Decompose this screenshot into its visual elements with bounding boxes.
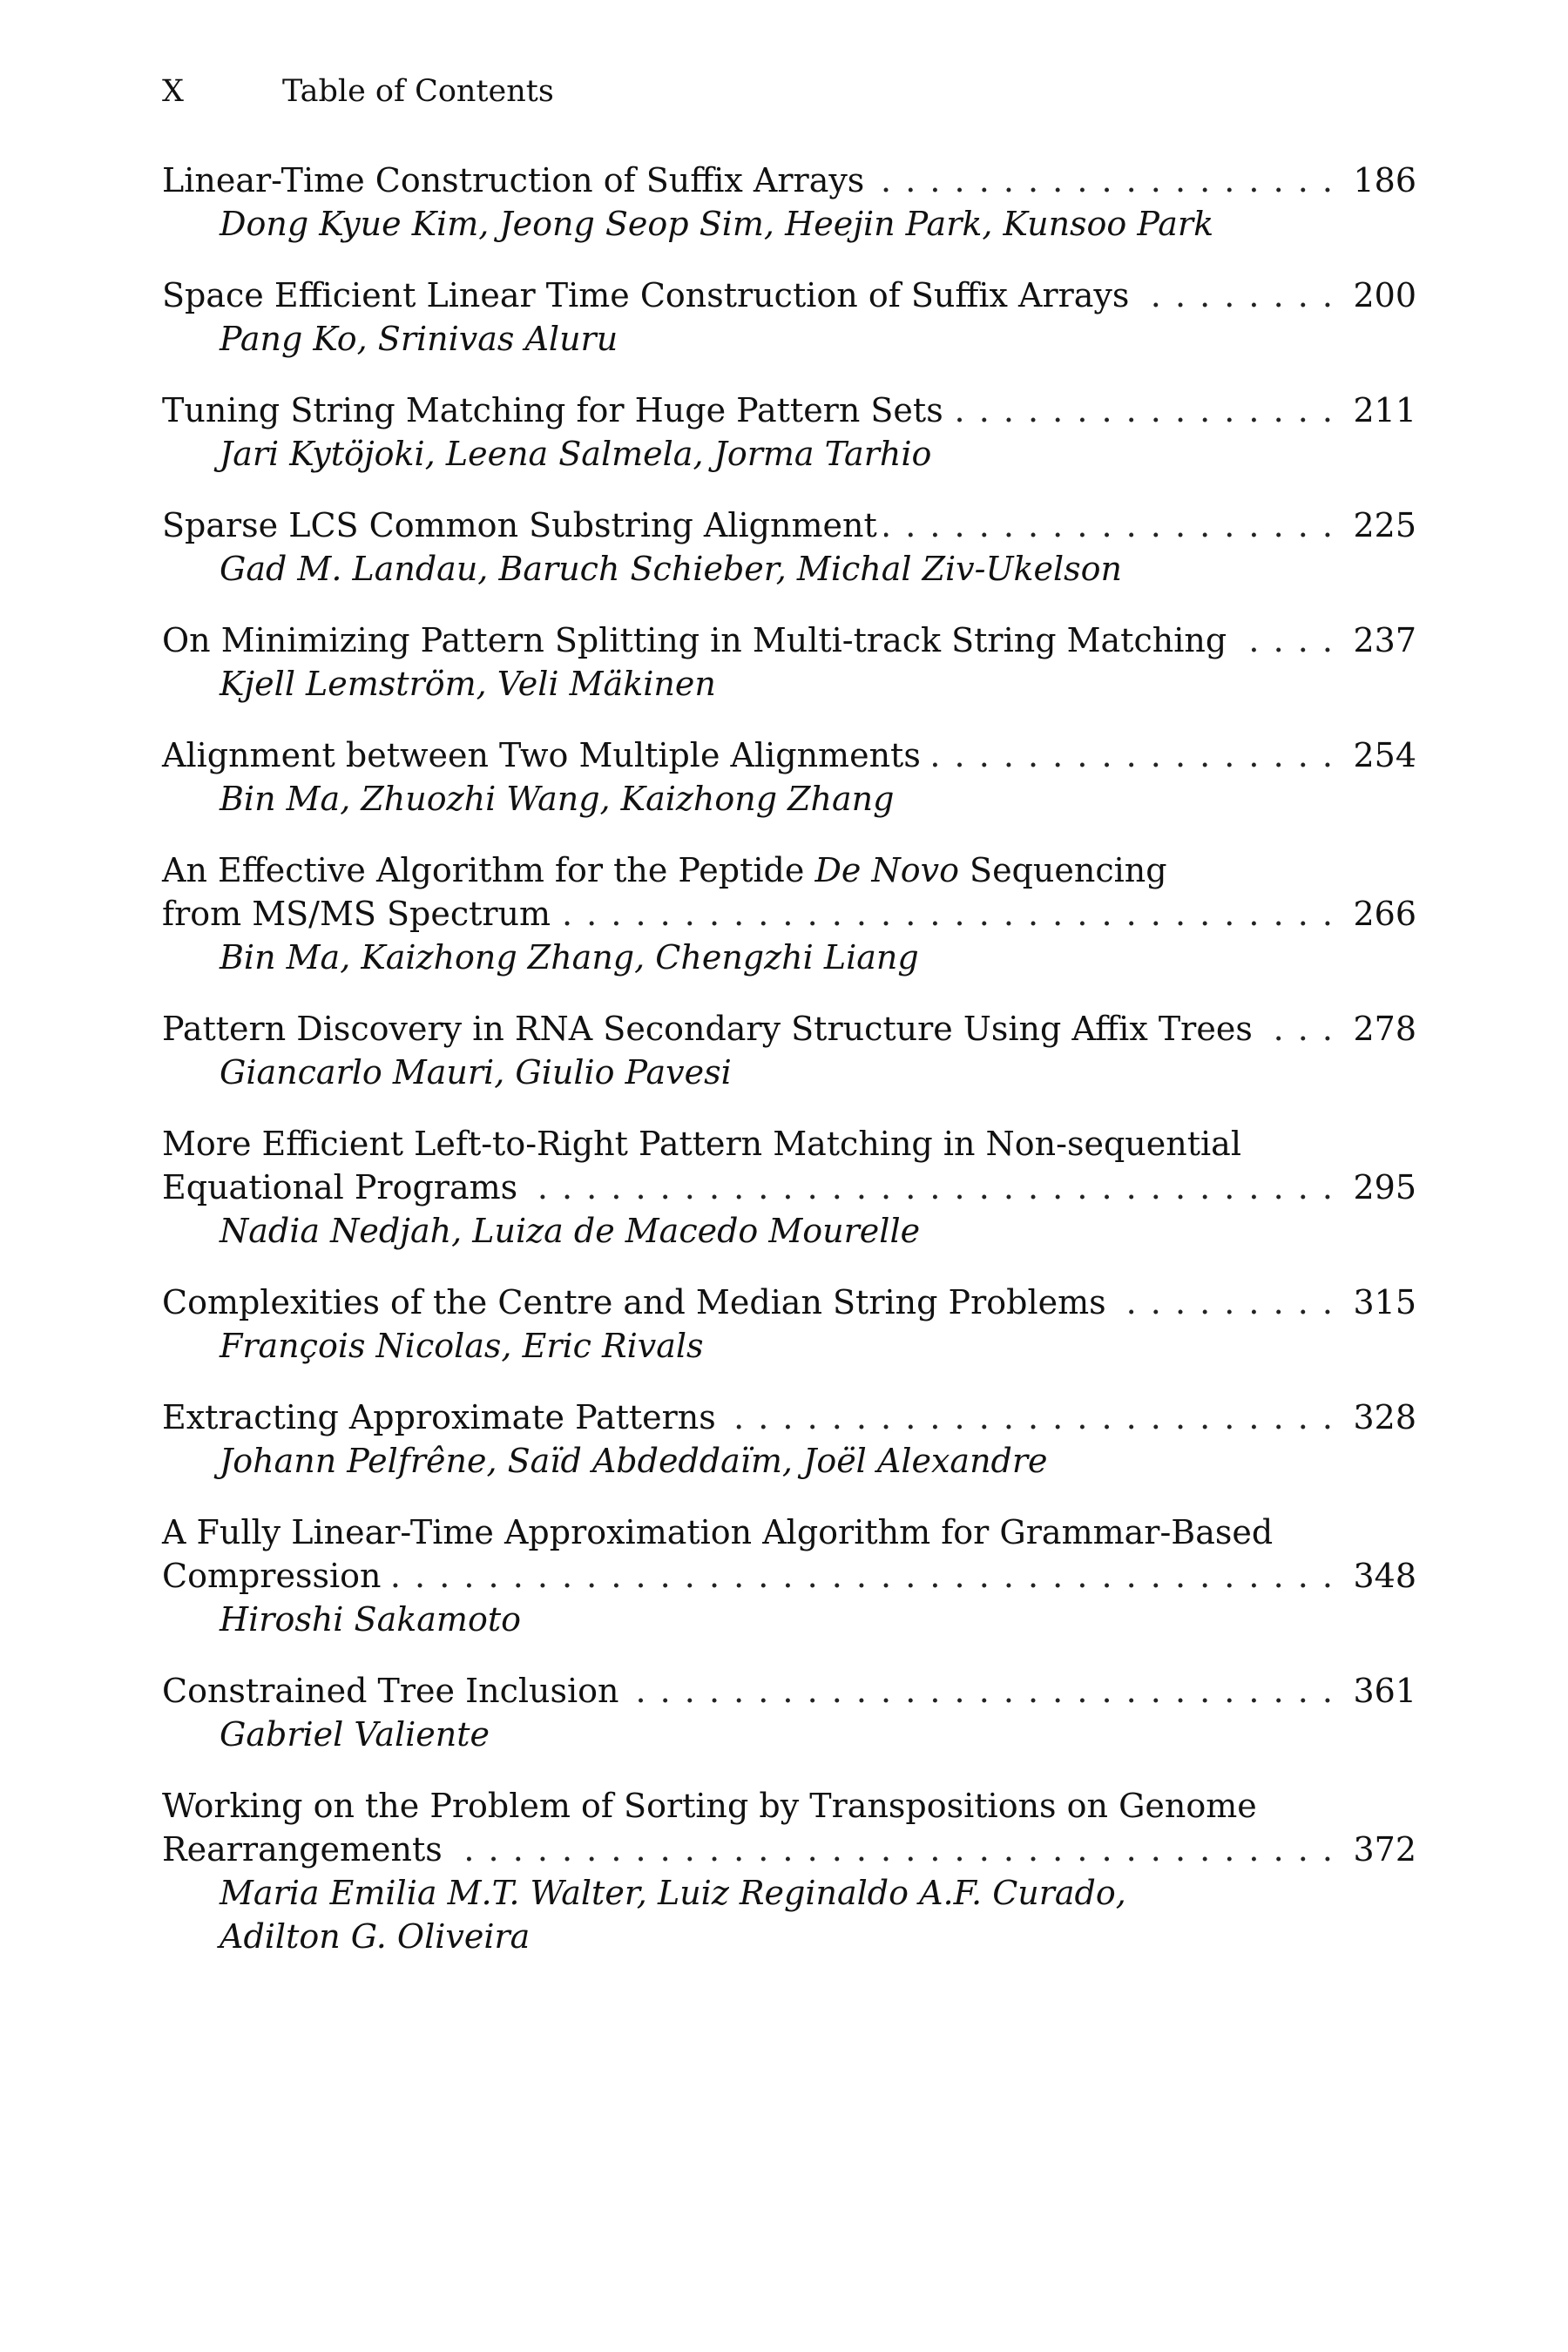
toc-entry-authors: Gabriel Valiente xyxy=(220,1715,490,1754)
dot-leader xyxy=(723,1396,1335,1439)
toc-entry-title-row xyxy=(162,618,1416,662)
toc-entry-page: 254 xyxy=(1353,736,1416,774)
dot-leader xyxy=(871,159,1335,202)
toc-entry-authors: Johann Pelfrêne, Saïd Abdeddaïm, Joël Alexandre xyxy=(220,1442,1048,1480)
toc-entry xyxy=(162,733,1416,848)
toc-entry-page: 361 xyxy=(1353,1672,1416,1710)
toc-entry-page: 266 xyxy=(1353,895,1416,933)
toc-entry-title: Alignment between Two Multiple Alignments xyxy=(162,736,921,774)
toc-entry-authors: Nadia Nedjah, Luiza de Macedo Mourelle xyxy=(220,1212,921,1250)
toc-entry-title-row xyxy=(162,1281,1416,1324)
toc-entry-page: 348 xyxy=(1353,1557,1416,1595)
toc-entry-title: Constrained Tree Inclusion xyxy=(162,1672,619,1710)
toc-entry-title: Complexities of the Centre and Median String Problems xyxy=(162,1283,1106,1321)
toc-entry-title-line2: Equational Programs xyxy=(162,1168,518,1206)
toc-entry-page: 315 xyxy=(1353,1283,1416,1321)
toc-entry-page: 225 xyxy=(1353,506,1416,544)
dot-leader xyxy=(558,892,1335,936)
dot-leader xyxy=(950,389,1335,432)
toc-entry-title-row xyxy=(162,504,1416,547)
dot-leader xyxy=(1136,274,1335,317)
page-number: X xyxy=(162,74,184,109)
toc-entry-authors: Adilton G. Oliveira xyxy=(220,1917,531,1956)
toc-entry-title-row xyxy=(162,1828,1416,1871)
dot-leader xyxy=(928,733,1335,777)
toc-entry xyxy=(162,618,1416,733)
dot-leader xyxy=(626,1669,1335,1713)
toc-entry-authors: Bin Ma, Kaizhong Zhang, Chengzhi Liang xyxy=(220,938,919,977)
toc-entry-authors: Jari Kytöjoki, Leena Salmela, Jorma Tarhio xyxy=(220,435,932,473)
toc-entry-authors: Hiroshi Sakamoto xyxy=(220,1600,521,1639)
toc-entry xyxy=(162,1396,1416,1511)
toc-entry-page: 278 xyxy=(1353,1010,1416,1048)
dot-leader xyxy=(1260,1007,1335,1051)
toc-entry xyxy=(162,1669,1416,1784)
toc-entry-title-row xyxy=(162,1007,1416,1051)
toc-entry-authors: François Nicolas, Eric Rivals xyxy=(220,1327,704,1365)
toc-entry-title: Linear-Time Construction of Suffix Arrays xyxy=(162,161,865,199)
toc-entry-title-row xyxy=(162,892,1416,936)
toc-entry-title-row xyxy=(162,1554,1416,1598)
toc-entry-title-row xyxy=(162,389,1416,432)
toc-entry-title: Tuning String Matching for Huge Pattern Sets xyxy=(162,391,943,429)
toc-entry-authors: Bin Ma, Zhuozhi Wang, Kaizhong Zhang xyxy=(220,780,895,818)
toc-entry-title-line2: Rearrangements xyxy=(162,1830,443,1869)
toc-entry-title-line1: Working on the Problem of Sorting by Transpositions on Genome xyxy=(162,1787,1257,1825)
toc-entry-title-row xyxy=(162,159,1416,202)
toc-entry-page: 237 xyxy=(1353,621,1416,659)
toc-entry-title: On Minimizing Pattern Splitting in Multi-track String Matching xyxy=(162,621,1227,659)
toc-entry-title: Pattern Discovery in RNA Secondary Structure Using Affix Trees xyxy=(162,1010,1253,1048)
toc-entry xyxy=(162,159,1416,274)
toc-entry xyxy=(162,1007,1416,1122)
toc-entry-page: 295 xyxy=(1353,1168,1416,1206)
dot-leader xyxy=(884,504,1335,547)
toc-entry-authors: Dong Kyue Kim, Jeong Seop Sim, Heejin Park, Kunsoo Park xyxy=(220,205,1214,243)
title-text-segment: Sequencing xyxy=(958,851,1167,889)
toc-entry-title: Sparse LCS Common Substring Alignment xyxy=(162,506,877,544)
running-head-title: Table of Contents xyxy=(282,74,554,109)
running-head xyxy=(162,70,1416,113)
toc-entry-authors: Giancarlo Mauri, Giulio Pavesi xyxy=(220,1053,732,1092)
toc-entry-title-row xyxy=(162,1166,1416,1209)
toc-entry-page: 372 xyxy=(1353,1830,1416,1869)
toc-entry xyxy=(162,1511,1416,1669)
toc-entry-page: 200 xyxy=(1353,276,1416,314)
toc-entry-title-row xyxy=(162,274,1416,317)
toc-entry-title: Extracting Approximate Patterns xyxy=(162,1398,716,1436)
dot-leader xyxy=(524,1166,1335,1209)
title-italic-segment: De Novo xyxy=(814,851,959,889)
toc-entry-title-line1: More Efficient Left-to-Right Pattern Matching in Non-sequential xyxy=(162,1125,1241,1163)
toc-entry-title-row xyxy=(162,1669,1416,1713)
toc-entry xyxy=(162,848,1416,1007)
toc-entry-title-line2: from MS/MS Spectrum xyxy=(162,895,551,933)
toc-entry xyxy=(162,389,1416,504)
title-text-segment: An Effective Algorithm for the Peptide xyxy=(162,851,815,889)
toc-entry-title-line1 xyxy=(162,848,1416,892)
toc-entry-title-row xyxy=(162,733,1416,777)
dot-leader xyxy=(1233,618,1335,662)
dot-leader xyxy=(1113,1281,1335,1324)
toc-entry-authors: Maria Emilia M.T. Walter, Luiz Reginaldo A.F. Curado, xyxy=(220,1874,1126,1912)
toc-entry xyxy=(162,1281,1416,1396)
toc-entry-page: 186 xyxy=(1353,161,1416,199)
toc-entry-page: 211 xyxy=(1353,391,1416,429)
toc-entry xyxy=(162,274,1416,389)
toc-entry xyxy=(162,1122,1416,1281)
toc-entry-page: 328 xyxy=(1353,1398,1416,1436)
toc-entry-title-row xyxy=(162,1396,1416,1439)
toc-entry-title-line2: Compression xyxy=(162,1557,382,1595)
toc-entry-authors: Pang Ko, Srinivas Aluru xyxy=(220,320,618,358)
toc-entry xyxy=(162,1784,1416,1956)
toc-entry-title: Space Efficient Linear Time Construction of Suffix Arrays xyxy=(162,276,1130,314)
toc-entry-authors: Kjell Lemström, Veli Mäkinen xyxy=(220,665,716,703)
toc-entry xyxy=(162,504,1416,618)
dot-leader xyxy=(449,1828,1335,1871)
toc-entry-authors: Gad M. Landau, Baruch Schieber, Michal Ziv-Ukelson xyxy=(220,550,1123,588)
dot-leader xyxy=(388,1554,1335,1598)
table-of-contents xyxy=(162,159,1416,1956)
toc-entry-title-line1: A Fully Linear-Time Approximation Algorithm for Grammar-Based xyxy=(162,1513,1274,1551)
